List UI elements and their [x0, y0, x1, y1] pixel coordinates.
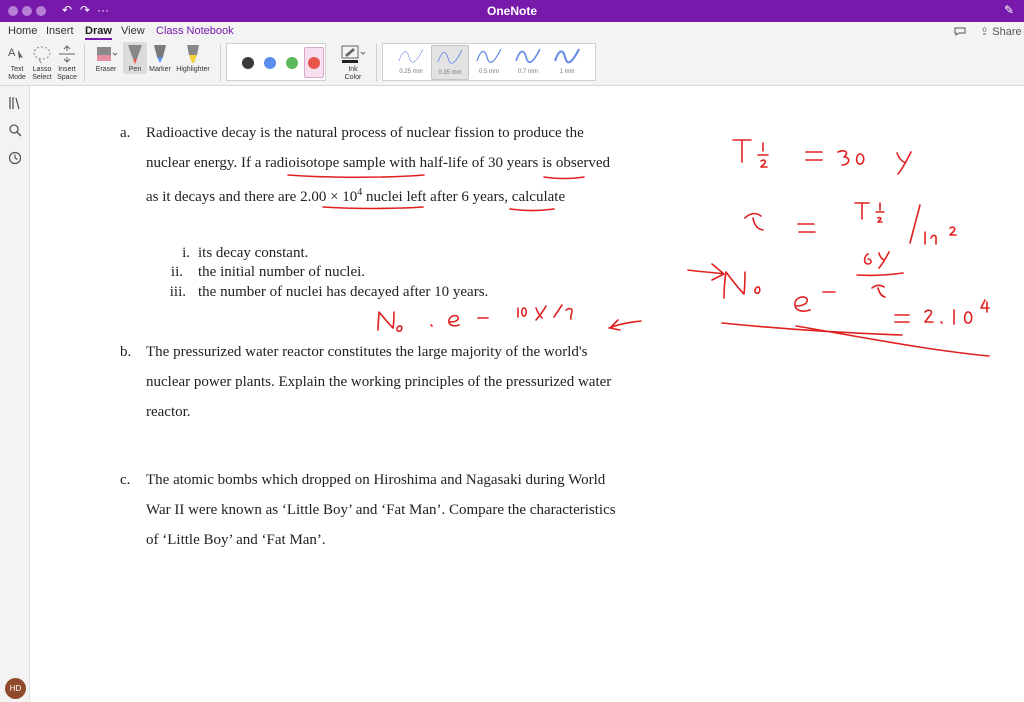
question-a-line — [146, 178, 692, 212]
pen-color-palette — [226, 43, 326, 81]
marker-label: Marker — [149, 66, 171, 73]
sub-item-marker: i. — [182, 245, 190, 261]
eraser-button[interactable] — [90, 42, 122, 74]
thickness-option[interactable] — [509, 45, 547, 80]
lasso-select-button[interactable] — [30, 42, 54, 82]
highlighter-label: Highlighter — [176, 66, 210, 73]
eraser-label: Eraser — [95, 66, 117, 73]
ink-color-label1: Ink — [348, 66, 358, 73]
color-swatch-blue[interactable] — [264, 57, 276, 69]
tab-draw[interactable]: Draw — [85, 25, 112, 37]
draw-ribbon — [0, 40, 1024, 86]
pen-button[interactable] — [123, 42, 147, 74]
exponent: 4 — [357, 187, 363, 198]
ink-color-icon — [336, 42, 370, 66]
question-c-marker: c. — [120, 472, 131, 488]
color-swatch-dark[interactable] — [242, 57, 254, 69]
thickness-option[interactable] — [392, 45, 430, 80]
ribbon-tabs — [0, 22, 1024, 40]
lasso-icon — [30, 42, 54, 66]
sub-item-text[interactable]: the initial number of nuclei. — [198, 264, 366, 280]
thickness-label: 0.7 mm — [517, 69, 538, 75]
sub-item-text[interactable]: the number of nuclei has decayed after 10 years. — [198, 284, 489, 300]
marker-button[interactable] — [147, 42, 173, 74]
thickness-option[interactable] — [548, 45, 586, 80]
notebooks-icon[interactable] — [8, 96, 22, 110]
thickness-label: 0.25 mm — [399, 69, 423, 75]
color-swatch-red[interactable] — [308, 57, 320, 69]
question-a-line: nuclear energy. If a radioisotope sample with half-life of 30 years is observed — [146, 155, 611, 171]
question-a-line3-end: nuclei left after 6 years, calculate — [362, 189, 566, 205]
share-label: Share — [992, 26, 1022, 38]
thickness-option-selected[interactable] — [431, 45, 469, 80]
question-a-text[interactable] — [146, 118, 692, 212]
ribbon-divider — [220, 44, 221, 82]
tab-insert[interactable]: Insert — [46, 25, 74, 37]
tab-view[interactable]: View — [121, 25, 145, 37]
highlighter-button[interactable] — [173, 42, 213, 74]
pen-stroke-icon — [434, 46, 466, 68]
redo-icon[interactable]: ↷ — [80, 3, 91, 17]
question-c-line: The atomic bombs which dropped on Hiroshima and Nagasaki during World — [146, 472, 606, 488]
ink-color-label2: Color — [344, 74, 362, 81]
share-button[interactable] — [980, 25, 1022, 38]
pen-stroke-icon — [512, 45, 544, 67]
question-c-line: of ‘Little Boy’ and ‘Fat Man’. — [146, 532, 326, 548]
undo-icon[interactable]: ↶ — [62, 3, 73, 17]
pen-icon — [123, 42, 147, 66]
question-b-line: The pressurized water reactor constitutes the large majority of the world's — [146, 344, 588, 360]
avatar[interactable]: HD — [5, 678, 26, 699]
eraser-icon — [90, 42, 122, 66]
recent-notes-icon[interactable] — [8, 151, 22, 165]
question-a-line3-start: as it decays and there are 2.00 × 10 — [146, 189, 358, 205]
question-a-line: Radioactive decay is the natural process of nuclear fission to produce the — [146, 125, 584, 141]
pen-stroke-icon — [395, 45, 427, 67]
svg-text:A: A — [8, 47, 16, 59]
question-a-marker: a. — [120, 125, 131, 141]
text-mode-icon — [4, 42, 30, 66]
insert-space-label2: Space — [57, 74, 77, 81]
pen-settings-icon[interactable]: ✎ — [1004, 3, 1015, 17]
text-mode-label2: Mode — [8, 74, 26, 81]
thickness-label: 0.5 mm — [478, 69, 499, 75]
title-bar — [0, 0, 1024, 22]
pen-stroke-icon — [551, 45, 583, 67]
tab-home[interactable]: Home — [8, 25, 38, 37]
app-title: OneNote — [486, 4, 537, 18]
insert-space-icon — [54, 42, 80, 66]
question-b-text[interactable] — [146, 337, 692, 427]
thickness-option[interactable] — [470, 45, 508, 80]
ribbon-divider — [376, 44, 377, 82]
text-mode-button[interactable] — [4, 42, 30, 82]
share-icon: ⇪ — [980, 26, 993, 38]
left-nav-sidebar — [0, 86, 30, 702]
pen-stroke-icon — [473, 45, 505, 67]
question-c-line: War II were known as ‘Little Boy’ and ‘Fat Man’. Compare the characteristics — [146, 502, 616, 518]
sub-item-marker: iii. — [169, 284, 186, 300]
pen-label: Pen — [128, 66, 142, 73]
thickness-label: 1 mm — [559, 69, 575, 75]
color-swatch-green[interactable] — [286, 57, 298, 69]
highlighter-icon — [173, 42, 213, 66]
text-mode-label1: Text — [10, 66, 24, 73]
sub-item-text[interactable]: its decay constant. — [198, 245, 309, 261]
ribbon-divider — [84, 44, 85, 82]
sub-item-marker: ii. — [170, 264, 183, 280]
insert-space-button[interactable] — [54, 42, 80, 82]
notifications-icon[interactable] — [953, 26, 967, 39]
more-options-icon[interactable]: ··· — [97, 3, 109, 17]
lasso-label2: Select — [32, 74, 52, 81]
question-c-text[interactable] — [146, 465, 692, 555]
insert-space-label1: Insert — [58, 66, 76, 73]
thickness-label: 0.35 mm — [438, 70, 462, 76]
search-icon[interactable] — [8, 123, 22, 137]
marker-icon — [147, 42, 173, 66]
question-b-marker: b. — [120, 344, 132, 360]
pen-thickness-palette — [382, 43, 596, 81]
ink-color-button[interactable] — [336, 42, 370, 82]
question-b-line: nuclear power plants. Explain the working principles of the pressurized water — [146, 374, 612, 390]
question-b-line: reactor. — [146, 404, 191, 420]
lasso-label1: Lasso — [32, 66, 52, 73]
tab-class-notebook[interactable]: Class Notebook — [156, 25, 234, 37]
